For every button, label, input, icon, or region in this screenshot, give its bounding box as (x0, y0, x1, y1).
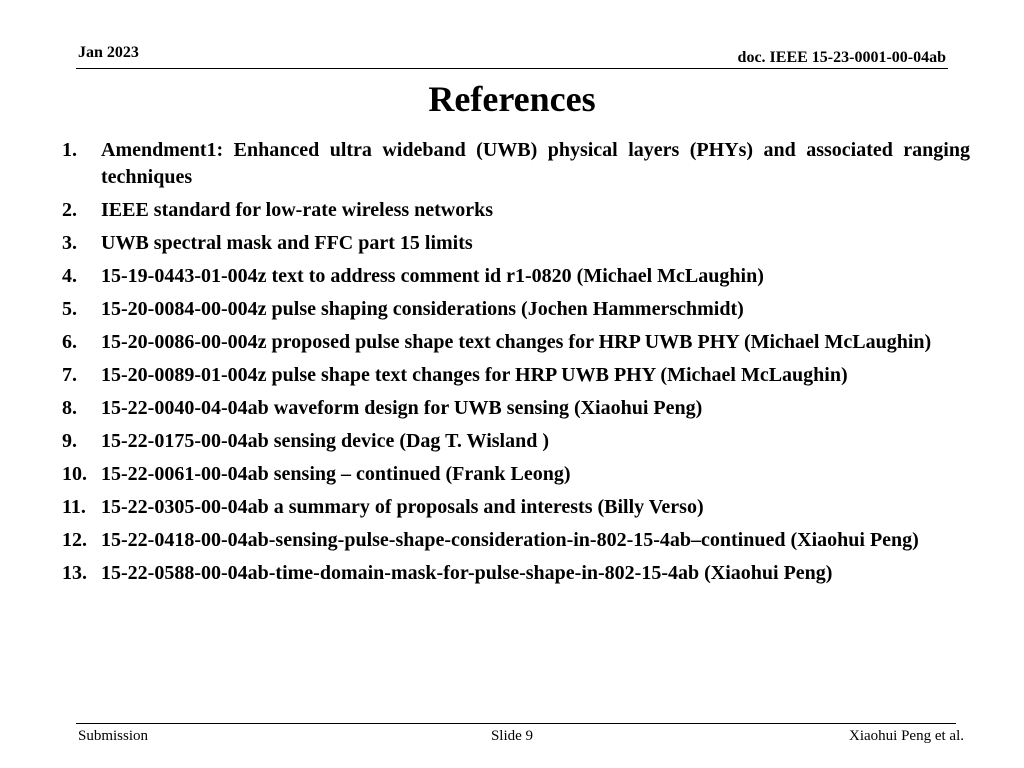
reference-number: 10. (62, 463, 87, 485)
reference-number: 4. (62, 265, 77, 287)
header-doc-id: doc. IEEE 15-23-0001-00-04ab (737, 49, 946, 66)
reference-number: 7. (62, 364, 77, 386)
footer-submission: Submission (78, 728, 149, 744)
reference-item (62, 428, 970, 455)
reference-text: 15-22-0305-00-04ab a summary of proposals and interests (Billy Verso) (101, 496, 704, 518)
reference-number: 3. (62, 232, 77, 254)
reference-item (62, 329, 970, 356)
reference-text: UWB spectral mask and FFC part 15 limits (101, 232, 473, 254)
reference-item (62, 494, 970, 521)
reference-text: 15-20-0089-01-004z pulse shape text changes for HRP UWB PHY (Michael McLaughin) (101, 364, 848, 386)
reference-number: 11. (62, 496, 86, 518)
reference-item (62, 461, 970, 488)
reference-text: Amendment1: Enhanced ultra wideband (UWB) physical layers (PHYs) and associated ranging techniques (101, 139, 970, 188)
reference-number: 9. (62, 430, 77, 452)
reference-text: 15-20-0084-00-004z pulse shaping considerations (Jochen Hammerschmidt) (101, 298, 744, 320)
reference-number: 2. (62, 199, 77, 221)
reference-item (62, 560, 970, 587)
footer-slide-number: Slide 9 (490, 728, 534, 744)
reference-text: 15-22-0040-04-04ab waveform design for UWB sensing (Xiaohui Peng) (101, 397, 703, 419)
reference-number: 5. (62, 298, 77, 320)
reference-number: 6. (62, 331, 77, 353)
footer-author: Xiaohui Peng et al. (849, 728, 964, 744)
reference-text: 15-19-0443-01-004z text to address comment id r1-0820 (Michael McLaughin) (101, 265, 764, 287)
reference-item (62, 527, 970, 554)
reference-text: 15-22-0175-00-04ab sensing device (Dag T. Wisland ) (101, 430, 549, 452)
reference-text: 15-20-0086-00-004z proposed pulse shape text changes for HRP UWB PHY (Michael McLaughin) (101, 331, 932, 353)
reference-number: 12. (62, 529, 87, 551)
slide-title: References (428, 79, 596, 119)
reference-text: 15-22-0588-00-04ab-time-domain-mask-for-pulse-shape-in-802-15-4ab (Xiaohui Peng) (101, 562, 833, 584)
reference-text: 15-22-0418-00-04ab-sensing-pulse-shape-consideration-in-802-15-4ab–continued (Xiaohui Peng) (101, 529, 919, 551)
reference-item (62, 230, 970, 257)
reference-item (62, 395, 970, 422)
reference-text: IEEE standard for low-rate wireless networks (101, 199, 494, 221)
header-divider (76, 68, 948, 69)
reference-item (62, 263, 970, 290)
reference-item (62, 137, 970, 191)
reference-number: 1. (62, 139, 77, 161)
reference-list (62, 137, 970, 593)
footer-divider (76, 723, 956, 724)
header-date: Jan 2023 (78, 44, 139, 61)
reference-item (62, 296, 970, 323)
reference-number: 13. (62, 562, 87, 584)
reference-text: 15-22-0061-00-04ab sensing – continued (Frank Leong) (101, 463, 571, 485)
reference-item (62, 197, 970, 224)
reference-item (62, 362, 970, 389)
reference-number: 8. (62, 397, 77, 419)
